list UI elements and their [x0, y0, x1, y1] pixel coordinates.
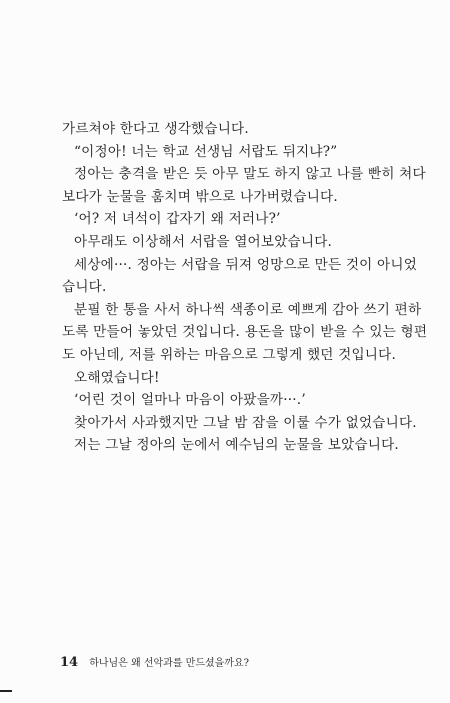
text-line: 도록 만들어 놓았던 것입니다. 용돈을 많이 받을 수 있는 형편 — [62, 324, 428, 341]
page-footer — [60, 651, 249, 670]
text-line: 가르쳐야 한다고 생각했습니다. — [62, 121, 249, 137]
text-line: ‘어린 것이 얼마나 마음이 아팠을까···.’ — [74, 392, 306, 409]
page-number: 14 — [60, 655, 79, 670]
text-line: ‘어? 저 녀석이 갑자기 왜 저러나?’ — [74, 211, 281, 228]
text-line: 분필 한 통을 사서 하나씩 색종이로 예쁘게 감아 쓰기 편하 — [74, 301, 422, 318]
text-line: 아무래도 이상해서 서랍을 열어보았습니다. — [74, 233, 333, 250]
text-line: “이정아! 너는 학교 선생님 서랍도 뒤지냐?” — [74, 143, 338, 160]
crop-mark — [0, 690, 12, 692]
text-line: 습니다. — [62, 279, 107, 296]
text-line: 오해였습니다! — [74, 369, 160, 386]
body-text — [62, 118, 434, 457]
text-line: 찾아가서 사과했지만 그날 밤 잠을 이룰 수가 없었습니다. — [74, 414, 417, 431]
text-line: 세상에···. 정아는 서랍을 뒤져 엉망으로 만든 것이 아니었 — [74, 256, 418, 273]
text-line: 도 아닌데, 저를 위하는 마음으로 그렇게 했던 것입니다. — [62, 346, 396, 363]
running-title: 하나님은 왜 선악과를 만드셨을까요? — [89, 658, 249, 669]
text-line: 보다가 눈물을 훔치며 밖으로 나가버렸습니다. — [62, 188, 338, 205]
text-line: 저는 그날 정아의 눈에서 예수님의 눈물을 보았습니다. — [74, 437, 399, 454]
text-line: 정아는 충격을 받은 듯 아무 말도 하지 않고 나를 빤히 쳐다 — [74, 166, 426, 183]
